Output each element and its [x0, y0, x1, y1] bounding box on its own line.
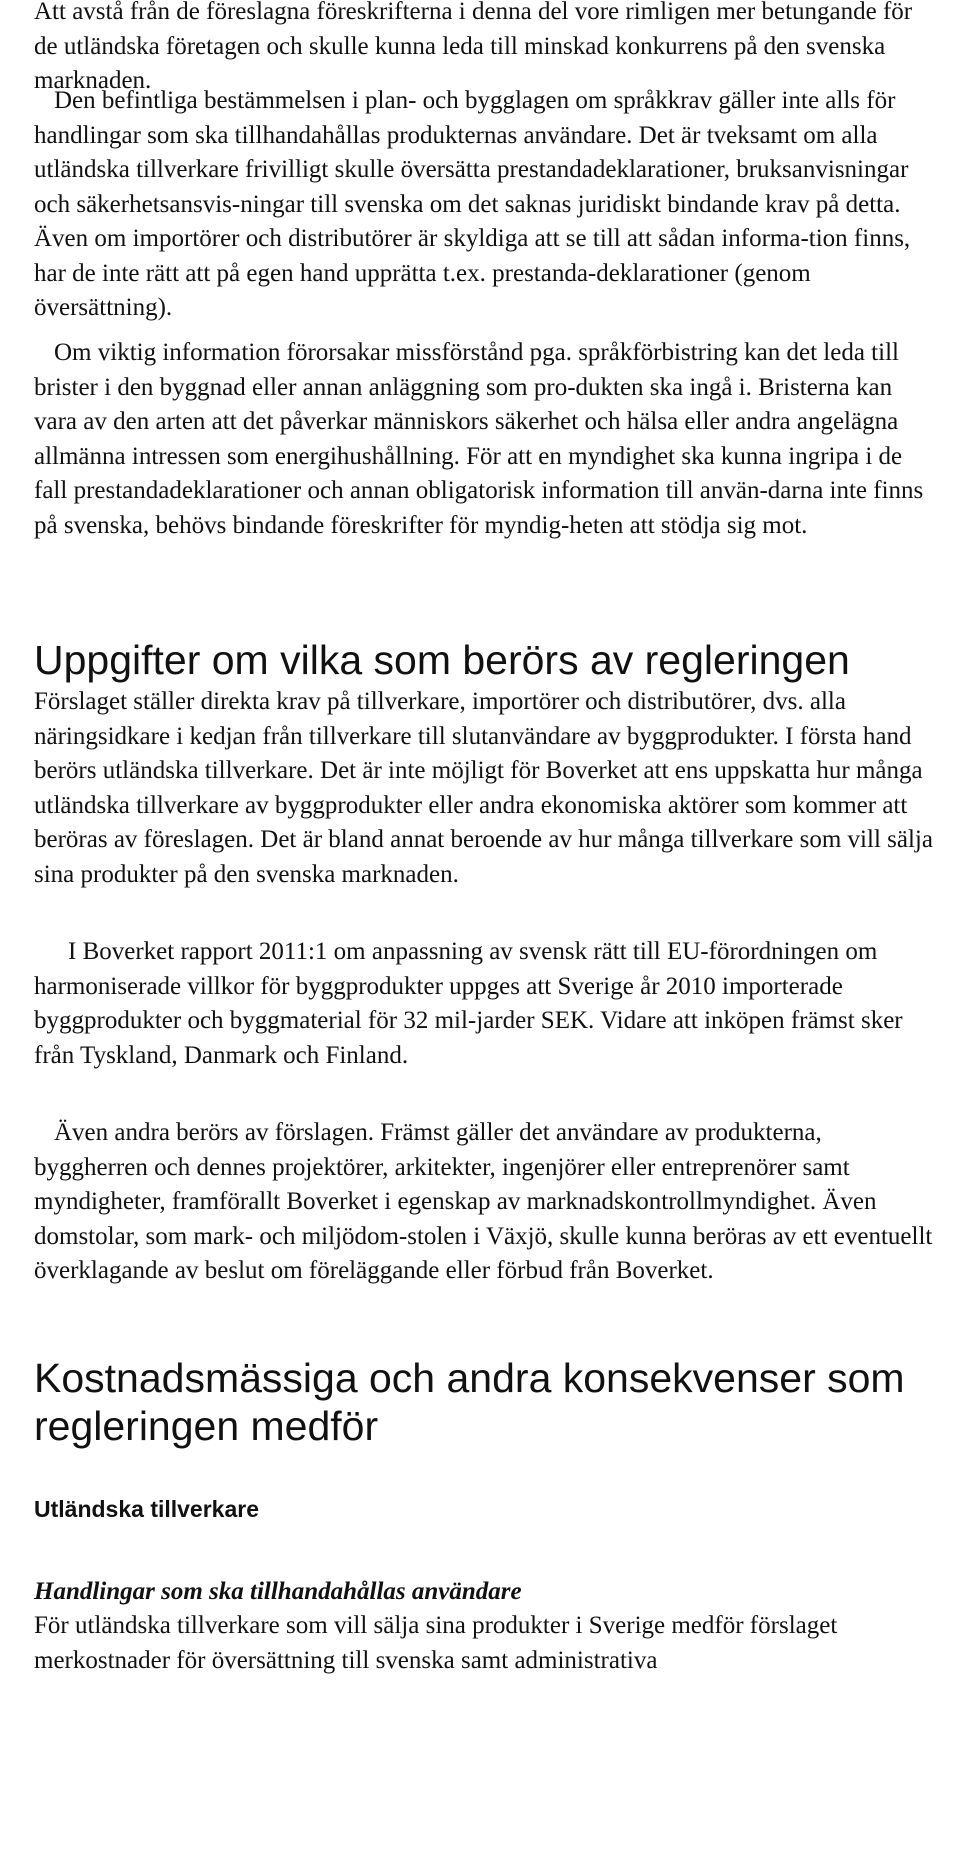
paragraph-befintliga: Den befintliga bestämmelsen i plan- och bygglagen om språkkrav gäller inte alls för handlingar som ska tillhandahållas produkternas användare. Det är tveksamt om alla utländska tillverkare frivilligt skulle översätta prestandadeklarationer, bruksanvisningar och säkerhetsansvis-ningar till svenska om det saknas juridiskt bindande krav på detta. Även om importörer och distributörer är skyldiga att se till att sådan informa-tion finns, har de inte rätt att på egen hand upprätta t.ex. prestanda-deklarationer (genom översättning). — [34, 87, 911, 321]
heading-utlandska-tillverkare: Utländska tillverkare — [34, 1496, 260, 1522]
paragraph-avsta: Att avstå från de föreslagna föreskrifterna i denna del vore rimligen mer betungande för de utländska företagen och skulle kunna leda till minskad konkurrens på den svenska marknaden. — [34, 0, 913, 94]
paragraph-merkostnader: För utländska tillverkare som vill sälja sina produkter i Sverige medför förslaget merkostnader för översättning till svenska samt administrativa — [34, 1612, 838, 1674]
paragraph-viktig-information: Om viktig information förorsakar missförstånd pga. språkförbistring kan det leda till brister i den byggnad eller annan anläggning som pro-dukten ska ingå i. Bristerna kan vara av den arten att det påverkar människors säkerhet och hälsa eller andra angelägna allmänna intressen som energihushållning. För att en myndighet ska kunna ingripa i de fall prestandadeklarationer och annan obligatorisk information till använ-darna inte finns på svenska, behövs bindande föreskrifter för myndig-heten att stödja sig mot. — [34, 339, 924, 539]
heading-kostnadsmassiga: Kostnadsmässiga och andra konsekvenser som regleringen medför — [34, 1355, 905, 1449]
paragraph-andra-berors: Även andra berörs av förslagen. Främst gäller det användare av produkterna, byggherren och dennes projektörer, arkitekter, ingenjörer eller entreprenörer samt myndigheter, framförallt Boverket i egenskap av marknadskontrollmyndighet. Även domstolar, som mark- och miljödom-stolen i Växjö, skulle kunna beröras av ett eventuellt överklagande av beslut om föreläggande eller förbud från Boverket. — [34, 1119, 933, 1284]
heading-handlingar: Handlingar som ska tillhandahållas användare — [34, 1578, 522, 1605]
paragraph-rapport: I Boverket rapport 2011:1 om anpassning av svensk rätt till EU-förordningen om harmoniserade villkor för byggprodukter uppges att Sverige år 2010 importerade byggprodukter och byggmaterial för 32 mil-jarder SEK. Vidare att inköpen främst sker från Tyskland, Danmark och Finland. — [34, 938, 903, 1069]
heading-uppgifter: Uppgifter om vilka som berörs av regleringen — [34, 637, 850, 683]
paragraph-forslaget: Förslaget ställer direkta krav på tillverkare, importörer och distributörer, dvs. alla näringsidkare i kedjan från tillverkare till slutanvändare av byggprodukter. I första hand berörs utländska tillverkare. Det är inte möjligt för Boverket att ens uppskatta hur många utländska tillverkare av byggprodukter eller andra ekonomiska aktörer som kommer att beröras av föreslagen. Det är bland annat beroende av hur många tillverkare som vill sälja sina produkter på den svenska marknaden. — [34, 688, 933, 888]
